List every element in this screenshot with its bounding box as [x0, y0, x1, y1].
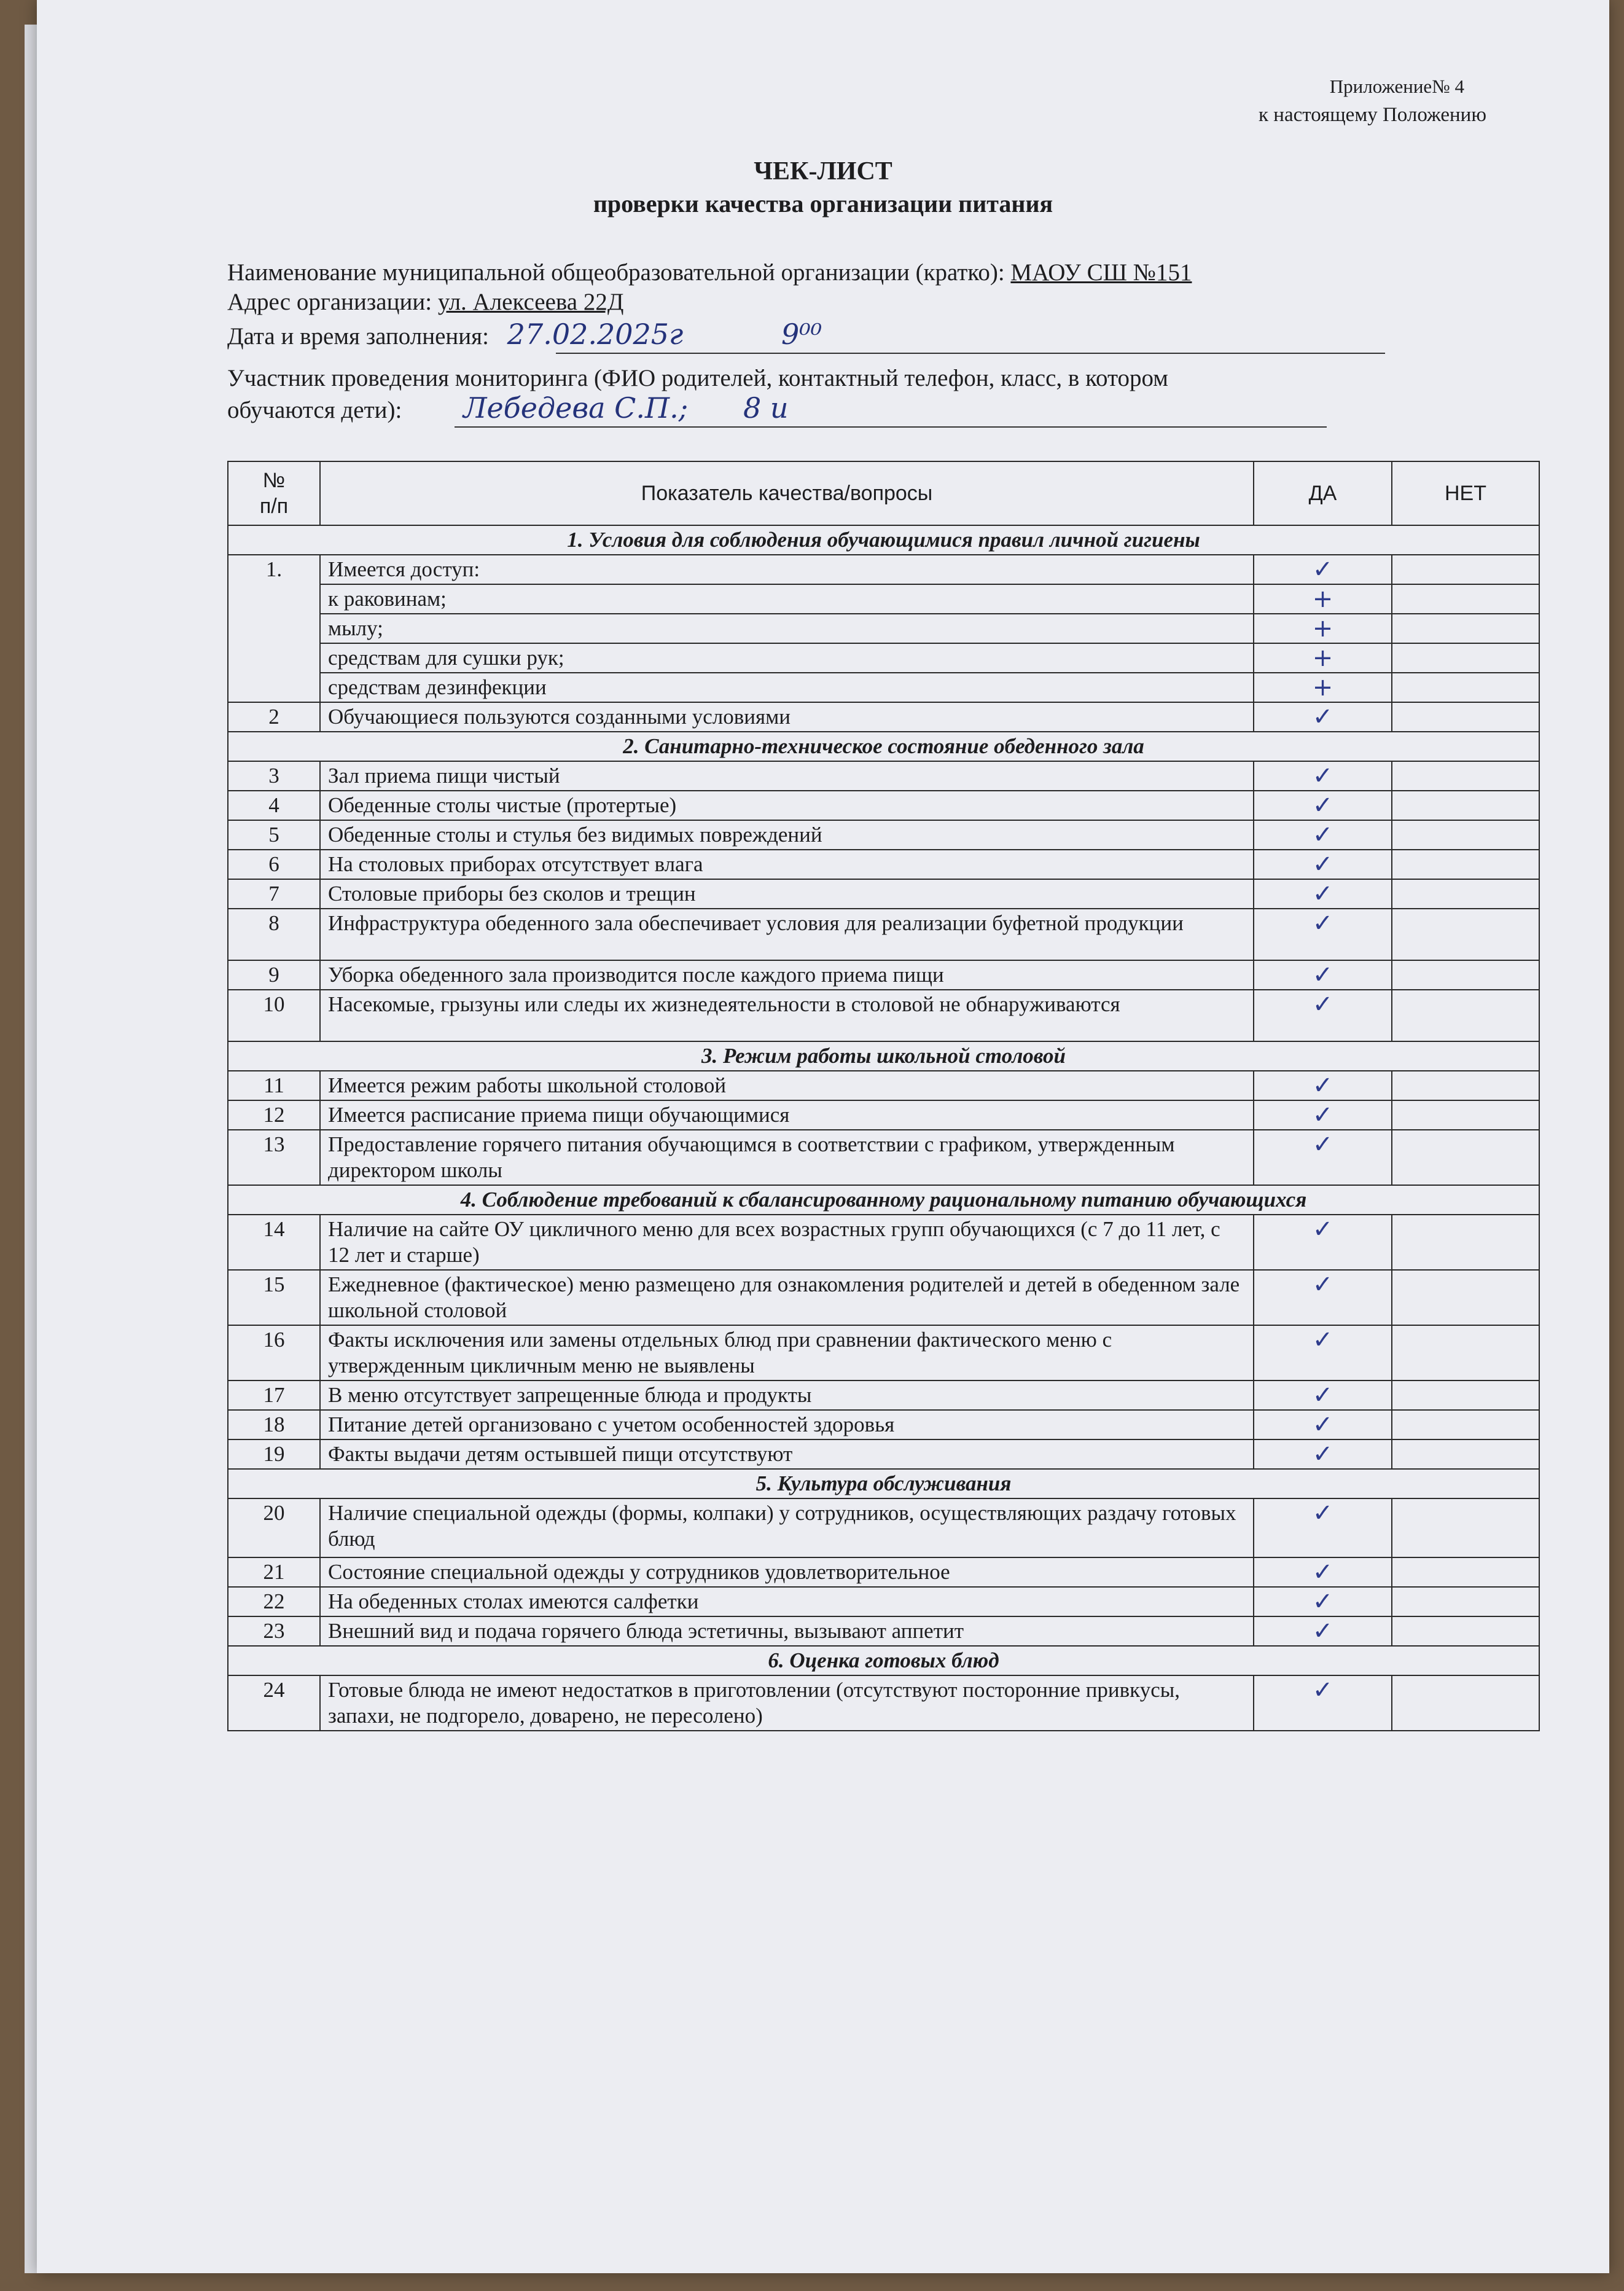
no-mark	[1392, 1215, 1539, 1270]
row-number: 13	[228, 1130, 320, 1185]
yes-mark: ✓	[1254, 1675, 1392, 1731]
row-indicator: Состояние специальной одежды у сотрудников удовлетворительное	[320, 1557, 1254, 1587]
appendix-note	[1259, 72, 1486, 129]
row-indicator: Имеется доступ:	[320, 555, 1254, 584]
no-mark	[1392, 614, 1539, 643]
row-indicator: На обеденных столах имеются салфетки	[320, 1587, 1254, 1616]
yes-mark: ✓	[1254, 1100, 1392, 1130]
yes-mark: ✓	[1254, 1498, 1392, 1557]
table-header-row	[228, 461, 1539, 525]
row-indicator: На столовых приборах отсутствует влага	[320, 850, 1254, 879]
no-mark	[1392, 1071, 1539, 1100]
no-mark	[1392, 1380, 1539, 1410]
address-value: ул. Алексеева 22Д	[437, 289, 624, 315]
no-mark	[1392, 909, 1539, 960]
row-indicator: Зал приема пищи чистый	[320, 761, 1254, 791]
row-indicator: средствам для сушки рук;	[320, 643, 1254, 673]
row-indicator: средствам дезинфекции	[320, 673, 1254, 702]
class-handwritten: 8 и	[743, 391, 789, 425]
yes-mark: +	[1254, 584, 1392, 614]
org-label: Наименование муниципальной общеобразовательной организации (кратко):	[227, 259, 1005, 286]
row-number: 1.	[228, 555, 320, 702]
yes-mark: ✓	[1254, 1325, 1392, 1380]
table-row	[228, 1071, 1539, 1100]
document-subtitle: проверки качества организации питания	[593, 190, 1053, 217]
section-title: 1. Условия для соблюдения обучающимися правил личной гигиены	[228, 525, 1539, 555]
no-mark	[1392, 1616, 1539, 1646]
yes-mark: ✓	[1254, 1587, 1392, 1616]
no-mark	[1392, 1100, 1539, 1130]
no-mark	[1392, 879, 1539, 909]
section-row	[228, 1041, 1539, 1071]
row-number: 4	[228, 791, 320, 820]
table-row	[228, 820, 1539, 850]
yes-mark: ✓	[1254, 702, 1392, 732]
yes-mark: ✓	[1254, 1380, 1392, 1410]
no-mark	[1392, 1410, 1539, 1439]
row-indicator: Факты исключения или замены отдельных блюд при сравнении фактического меню с утвержденным цикличным меню не выявлены	[320, 1325, 1254, 1380]
yes-mark: ✓	[1254, 1215, 1392, 1270]
table-row	[228, 909, 1539, 960]
row-number: 17	[228, 1380, 320, 1410]
document-title: ЧЕК-ЛИСТ	[754, 157, 892, 186]
no-mark	[1392, 1325, 1539, 1380]
yes-mark: ✓	[1254, 1557, 1392, 1587]
table-row	[228, 1215, 1539, 1270]
row-number: 8	[228, 909, 320, 960]
no-mark	[1392, 1587, 1539, 1616]
participant-label: обучаются дети):	[227, 397, 402, 423]
table-row	[228, 1587, 1539, 1616]
table-row	[228, 1675, 1539, 1731]
datetime-row	[227, 319, 822, 351]
yes-mark: ✓	[1254, 1071, 1392, 1100]
document-page	[37, 0, 1609, 2273]
section-row	[228, 732, 1539, 761]
row-number: 7	[228, 879, 320, 909]
no-mark	[1392, 1439, 1539, 1469]
row-number: 24	[228, 1675, 320, 1731]
row-number: 22	[228, 1587, 320, 1616]
yes-mark: ✓	[1254, 909, 1392, 960]
yes-mark: ✓	[1254, 1410, 1392, 1439]
address-label: Адрес организации:	[227, 289, 432, 315]
checklist-table	[227, 461, 1540, 1731]
no-mark	[1392, 1498, 1539, 1557]
table-row	[228, 791, 1539, 820]
participant-row-2	[227, 393, 789, 425]
section-title: 5. Культура обслуживания	[228, 1469, 1539, 1498]
row-indicator: Уборка обеденного зала производится после каждого приема пищи	[320, 960, 1254, 990]
yes-mark: ✓	[1254, 791, 1392, 820]
row-number: 11	[228, 1071, 320, 1100]
org-row	[227, 258, 1192, 288]
col-yes-header: ДА	[1254, 461, 1392, 525]
row-number: 12	[228, 1100, 320, 1130]
table-row	[228, 1410, 1539, 1439]
row-indicator: Имеется режим работы школьной столовой	[320, 1071, 1254, 1100]
table-row	[228, 1498, 1539, 1557]
row-number: 16	[228, 1325, 320, 1380]
row-indicator: Имеется расписание приема пищи обучающимися	[320, 1100, 1254, 1130]
datetime-handwritten: 27.02.2025г	[507, 318, 684, 351]
no-mark	[1392, 1557, 1539, 1587]
row-indicator: Питание детей организовано с учетом особенностей здоровья	[320, 1410, 1254, 1439]
datetime-label: Дата и время заполнения:	[227, 323, 489, 350]
table-row	[228, 1380, 1539, 1410]
yes-mark: ✓	[1254, 1270, 1392, 1325]
time-handwritten: 9⁰⁰	[781, 318, 822, 351]
table-row	[228, 1557, 1539, 1587]
participant-handwritten: Лебедева С.П.;	[463, 391, 689, 425]
row-number: 9	[228, 960, 320, 990]
row-indicator: Ежедневное (фактическое) меню размещено для ознакомления родителей и детей в обеденном зале школьной столовой	[320, 1270, 1254, 1325]
no-mark	[1392, 761, 1539, 791]
table-row	[228, 879, 1539, 909]
row-indicator: Обучающиеся пользуются созданными условиями	[320, 702, 1254, 732]
row-number: 18	[228, 1410, 320, 1439]
table-row	[228, 555, 1539, 584]
no-mark	[1392, 643, 1539, 673]
yes-mark: ✓	[1254, 960, 1392, 990]
row-indicator: Наличие специальной одежды (формы, колпаки) у сотрудников, осуществляющих раздачу готовых блюд	[320, 1498, 1254, 1557]
row-indicator: Инфраструктура обеденного зала обеспечивает условия для реализации буфетной продукции	[320, 909, 1254, 960]
yes-mark: ✓	[1254, 990, 1392, 1041]
row-number: 15	[228, 1270, 320, 1325]
participant-row-1: Участник проведения мониторинга (ФИО родителей, контактный телефон, класс, в котором	[227, 365, 1168, 391]
table-row	[228, 990, 1539, 1041]
row-number: 10	[228, 990, 320, 1041]
no-mark	[1392, 990, 1539, 1041]
datetime-underline	[556, 353, 1385, 354]
row-indicator: Столовые приборы без сколов и трещин	[320, 879, 1254, 909]
yes-mark: ✓	[1254, 1616, 1392, 1646]
section-title: 3. Режим работы школьной столовой	[228, 1041, 1539, 1071]
col-indicator-header: Показатель качества/вопросы	[320, 461, 1254, 525]
row-number: 5	[228, 820, 320, 850]
table-row	[228, 850, 1539, 879]
section-row	[228, 525, 1539, 555]
no-mark	[1392, 820, 1539, 850]
table-row	[228, 1100, 1539, 1130]
row-indicator: Обеденные столы и стулья без видимых повреждений	[320, 820, 1254, 850]
section-title: 4. Соблюдение требований к сбалансированному рациональному питанию обучающихся	[228, 1185, 1539, 1215]
row-indicator: Предоставление горячего питания обучающимся в соответствии с графиком, утвержденным директором школы	[320, 1130, 1254, 1185]
no-mark	[1392, 960, 1539, 990]
yes-mark: ✓	[1254, 1130, 1392, 1185]
no-mark	[1392, 850, 1539, 879]
row-indicator: Обеденные столы чистые (протертые)	[320, 791, 1254, 820]
row-number: 6	[228, 850, 320, 879]
no-mark	[1392, 555, 1539, 584]
section-row	[228, 1646, 1539, 1675]
row-number: 20	[228, 1498, 320, 1557]
participant-underline	[455, 426, 1327, 428]
yes-mark: ✓	[1254, 879, 1392, 909]
appendix-line-2: к настоящему Положению	[1259, 104, 1486, 126]
row-number: 21	[228, 1557, 320, 1587]
table-row	[228, 643, 1539, 673]
table-row	[228, 960, 1539, 990]
yes-mark: ✓	[1254, 555, 1392, 584]
table-row	[228, 702, 1539, 732]
row-number: 3	[228, 761, 320, 791]
yes-mark: +	[1254, 673, 1392, 702]
table-row	[228, 1270, 1539, 1325]
section-row	[228, 1185, 1539, 1215]
row-indicator: Внешний вид и подача горячего блюда эстетичны, вызывают аппетит	[320, 1616, 1254, 1646]
col-num-header: № п/п	[228, 461, 320, 525]
row-number: 19	[228, 1439, 320, 1469]
section-title: 2. Санитарно-техническое состояние обеденного зала	[228, 732, 1539, 761]
no-mark	[1392, 702, 1539, 732]
row-indicator: Готовые блюда не имеют недостатков в приготовлении (отсутствуют посторонние привкусы, запахи, не подгорело, доварено, не пересолено)	[320, 1675, 1254, 1731]
row-indicator: Факты выдачи детям остывшей пищи отсутствуют	[320, 1439, 1254, 1469]
row-indicator: Насекомые, грызуны или следы их жизнедеятельности в столовой не обнаруживаются	[320, 990, 1254, 1041]
row-number: 14	[228, 1215, 320, 1270]
org-value: МАОУ СШ №151	[1010, 259, 1192, 286]
no-mark	[1392, 1130, 1539, 1185]
no-mark	[1392, 1675, 1539, 1731]
row-number: 2	[228, 702, 320, 732]
table-row	[228, 584, 1539, 614]
section-row	[228, 1469, 1539, 1498]
col-no-header: НЕТ	[1392, 461, 1539, 525]
table-row	[228, 673, 1539, 702]
section-title: 6. Оценка готовых блюд	[228, 1646, 1539, 1675]
appendix-line-1: Приложение№ 4	[1329, 76, 1464, 97]
no-mark	[1392, 1270, 1539, 1325]
yes-mark: +	[1254, 643, 1392, 673]
table-row	[228, 1325, 1539, 1380]
row-indicator: мылу;	[320, 614, 1254, 643]
no-mark	[1392, 791, 1539, 820]
yes-mark: ✓	[1254, 761, 1392, 791]
table-row	[228, 1616, 1539, 1646]
address-row	[227, 288, 623, 317]
yes-mark: ✓	[1254, 1439, 1392, 1469]
yes-mark: +	[1254, 614, 1392, 643]
row-indicator: В меню отсутствует запрещенные блюда и продукты	[320, 1380, 1254, 1410]
table-row	[228, 1130, 1539, 1185]
no-mark	[1392, 673, 1539, 702]
table-row	[228, 614, 1539, 643]
row-indicator: к раковинам;	[320, 584, 1254, 614]
row-indicator: Наличие на сайте ОУ цикличного меню для всех возрастных групп обучающихся (с 7 до 11 лет, с 12 лет и старше)	[320, 1215, 1254, 1270]
row-number: 23	[228, 1616, 320, 1646]
table-row	[228, 1439, 1539, 1469]
table-row	[228, 761, 1539, 791]
yes-mark: ✓	[1254, 850, 1392, 879]
yes-mark: ✓	[1254, 820, 1392, 850]
no-mark	[1392, 584, 1539, 614]
